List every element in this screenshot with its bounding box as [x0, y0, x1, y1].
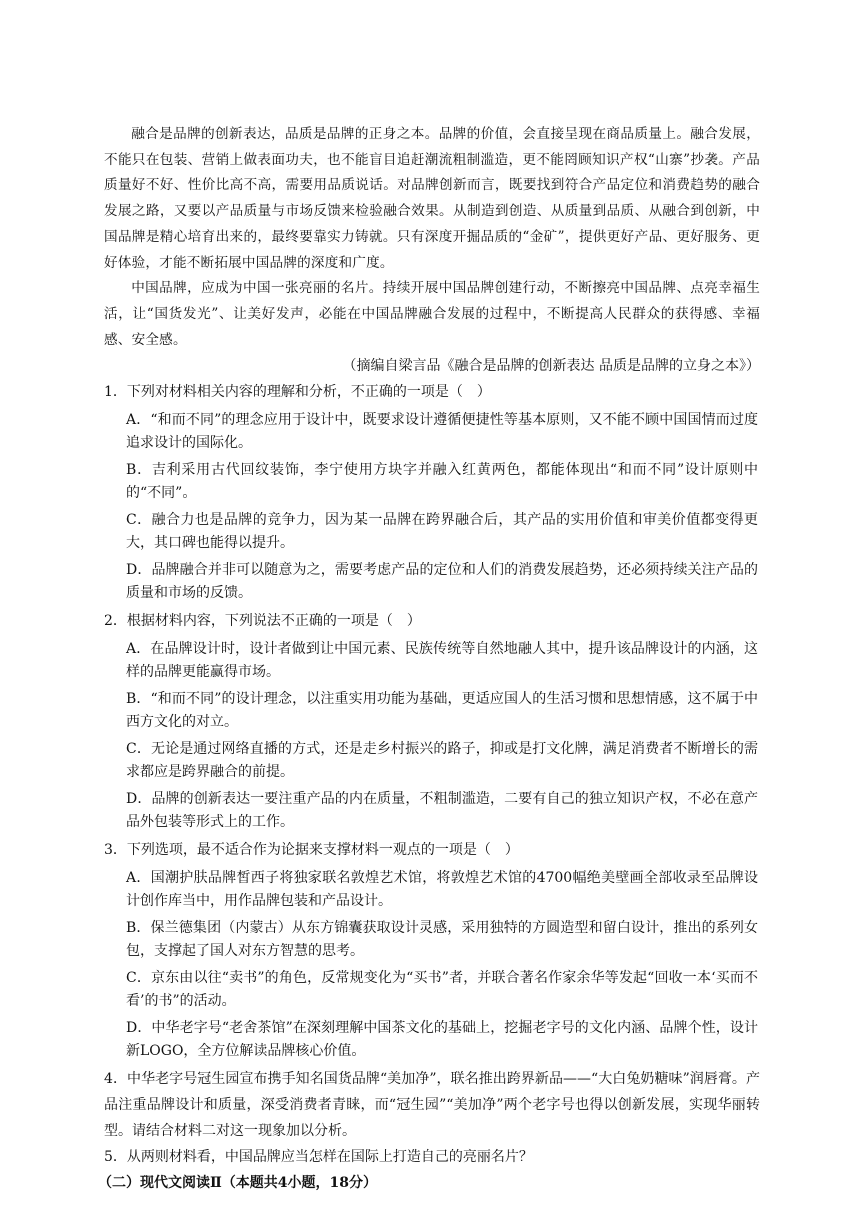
passage-paragraph-1: 融合是品牌的创新表达，品质是品牌的正身之本。品牌的价值，会直接呈现在商品质量上。融合发展，不能只在包装、营销上做表面功夫，也不能盲目追赶潮流粗制滥造，更不能罔顾知识产权“山寨”抄袭。产品质量好不好、性价比高不高，需要用品质说话。对品牌创新而言，既要找到符合产品定位和消费趋势的融合发展之路，又要以产品质量与市场反馈来检验融合效果。从制造到创造、从质量到品质、从融合到创新，中国品牌是精心培育出来的，最终要靠实力铸就。只有深度开掘品质的“金矿”，提供更好产品、更好服务、更好体验，才能不断拓展中国品牌的深度和广度。: [104, 126, 760, 271]
question-stem: 1．下列对材料相关内容的理解和分析，不正确的一项是（ ）: [104, 384, 491, 401]
option-b: B．“和而不同”的设计理念，以注重实用功能为基础，更适应国人的生活习惯和思想情感，这不属于中西方文化的对立。: [126, 691, 758, 731]
exam-page: [98, 122, 760, 1196]
option-a: A．“和而不同”的理念应用于设计中，既要求设计遵循便捷性等基本原则，又不能不顾中国国情而过度追求设计的国际化。: [126, 412, 758, 452]
question-3: [104, 837, 760, 1063]
question-2: [104, 608, 760, 834]
option-c: C．融合力也是品牌的竞争力，因为某一品牌在跨界融合后，其产品的实用价值和审美价值都变得更大，其口碑也能得以提升。: [126, 512, 758, 552]
passage-source: （摘编自梁言品《融合是品牌的创新表达 品质是品牌的立身之本》）: [342, 358, 760, 375]
question-stem: 5．从两则材料看，中国品牌应当怎样在国际上打造自己的亮丽名片？: [104, 1149, 533, 1166]
question-stem: 4．中华老字号冠生园宣布携手知名国货品牌“美加净”，联名推出跨界新品——“大白兔奶糖味”润唇膏。产品注重品牌设计和质量，深受消费者青睐，而“冠生园”“美加净”两个老字号也得以创新发展，实现华丽转型。请结合材料二对这一现象加以分析。: [104, 1071, 760, 1140]
option-d: D．中华老字号“老舍茶馆”在深刻理解中国茶文化的基础上，挖掘老字号的文化内涵、品牌个性，设计新LOGO，全方位解读品牌核心价值。: [126, 1020, 758, 1060]
question-stem: 2．根据材料内容，下列说法不正确的一项是（ ）: [104, 613, 421, 630]
section-heading: （二）现代文阅读Ⅱ（本题共4小题，18分）: [98, 1175, 378, 1192]
option-c: C．无论是通过网络直播的方式，还是走乡村振兴的路子，抑或是打文化牌，满足消费者不断增长的需求都应是跨界融合的前提。: [126, 741, 758, 781]
question-1: [104, 379, 760, 605]
option-d: D．品牌融合并非可以随意为之，需要考虑产品的定位和人们的消费发展趋势，还必须持续关注产品的质量和市场的反馈。: [126, 562, 758, 602]
passage-paragraph-2: 中国品牌，应成为中国一张亮丽的名片。持续开展中国品牌创建行动，不断擦亮中国品牌、点亮幸福生活，让“国货发光”、让美好发声，必能在中国品牌融合发展的过程中，不断提高人民群众的获得感、幸福感、安全感。: [104, 280, 760, 348]
question-5: [104, 1144, 760, 1170]
option-b: B．吉利采用古代回纹装饰，李宁使用方块字并融入红黄两色，都能体现出“和而不同”设计原则中的“不同”。: [126, 462, 758, 502]
option-b: B．保兰德集团（内蒙古）从东方锦囊获取设计灵感，采用独特的方圆造型和留白设计，推出的系列女包，支撑起了国人对东方智慧的思考。: [126, 920, 758, 960]
option-a: A．国潮护肤品牌皙西子将独家联名敦煌艺术馆，将敦煌艺术馆的4700幅绝美壁画全部收录至品牌设计创作库当中，用作品牌包装和产品设计。: [126, 870, 758, 910]
option-c: C．京东由以往“卖书”的角色，反常规变化为“买书”者，并联合著名作家余华等发起“回收一本‘买而不看’的书”的活动。: [126, 970, 758, 1010]
option-a: A．在品牌设计时，设计者做到让中国元素、民族传统等自然地融人其中，提升该品牌设计的内涵，这样的品牌更能赢得市场。: [126, 641, 758, 681]
question-4: [104, 1066, 760, 1144]
option-d: D．品牌的创新表达一要注重产品的内在质量，不粗制滥造，二要有自己的独立知识产权，不必在意产品外包装等形式上的工作。: [126, 791, 758, 831]
question-stem: 3．下列选项，最不适合作为论据来支撑材料一观点的一项是（ ）: [104, 842, 519, 859]
